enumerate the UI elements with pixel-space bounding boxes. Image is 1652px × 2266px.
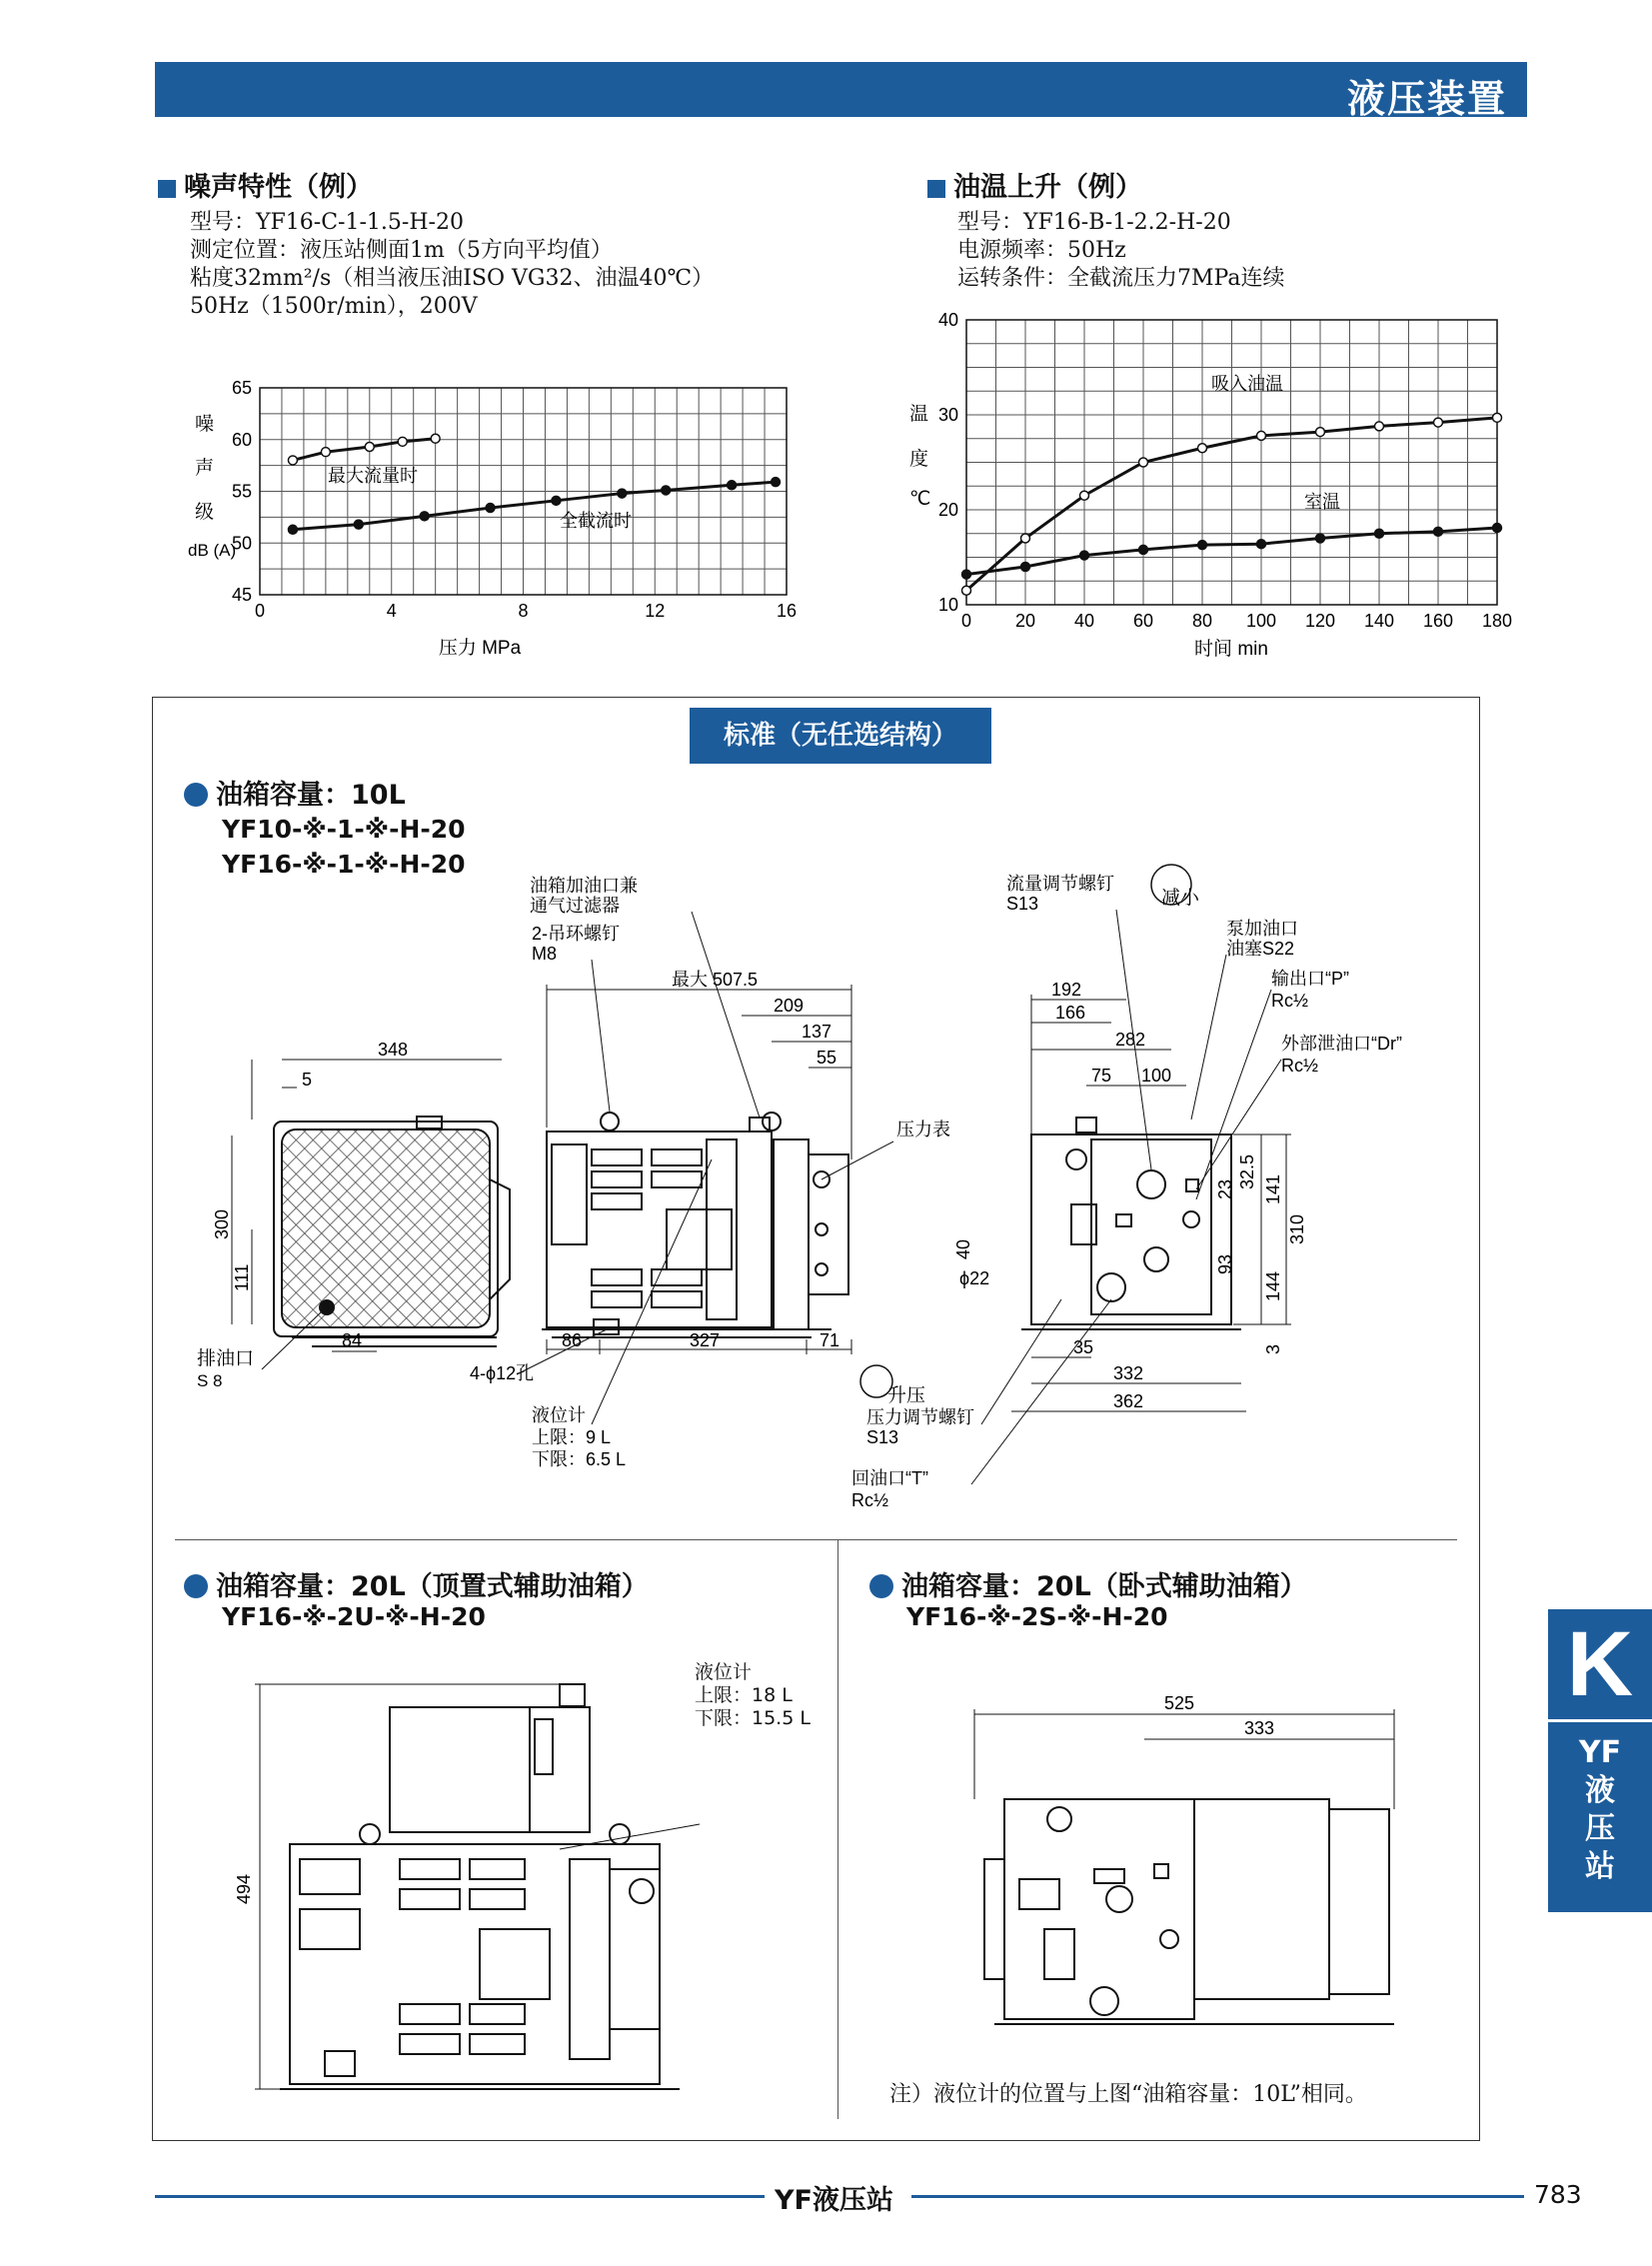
dim-label: 3	[1263, 1343, 1283, 1354]
data-point	[1198, 444, 1207, 453]
data-point	[552, 496, 561, 505]
y-axis-label-1: 噪	[195, 414, 215, 435]
level-gauge-label: 液位计	[532, 1405, 586, 1425]
pump-plug-label: 泵加油口	[1226, 919, 1298, 939]
chart-ticks	[938, 310, 1512, 631]
dim-label: 111	[232, 1263, 252, 1291]
level-lower: 下限：15.5 L	[695, 1707, 811, 1729]
outlet-p-size: Rc½	[1271, 991, 1309, 1011]
dim-label: 327	[690, 1330, 721, 1350]
y-tick-label: 60	[231, 429, 252, 450]
data-point	[1375, 529, 1384, 538]
side-view	[1021, 1118, 1241, 1329]
front-view	[542, 1113, 848, 1337]
circle-bullet-icon	[184, 1574, 208, 1598]
tab-text-line: 液	[1585, 1773, 1615, 1808]
noise-specs	[190, 209, 714, 321]
section-tab	[1548, 1609, 1652, 1912]
y-axis-label-unit: dB (A)	[188, 541, 237, 560]
x-tick-label: 100	[1245, 611, 1277, 631]
y-axis-label-3: ℃	[909, 489, 931, 510]
temp-title-text: 油温上升（例）	[953, 172, 1142, 203]
dim-label: 32.5	[1237, 1153, 1257, 1189]
temp-specs	[957, 209, 1284, 293]
y-axis-label-2: 声	[195, 458, 215, 479]
dim-label: ϕ22	[959, 1268, 990, 1288]
noise-section-title	[158, 165, 373, 204]
data-point	[1316, 428, 1325, 437]
circle-bullet-icon	[184, 783, 208, 807]
data-point	[288, 525, 297, 534]
divider	[175, 1539, 1457, 1540]
drain-port-label: 排油口	[197, 1348, 255, 1369]
standard-label: 标准（无任选结构）	[690, 708, 991, 764]
square-bullet-icon	[158, 180, 176, 198]
tank10-drawings	[152, 860, 1478, 1519]
spec-line: 型号：YF16-C-1-1.5-H-20	[190, 210, 464, 235]
data-point	[288, 456, 297, 465]
dim-label: 494	[234, 1873, 254, 1904]
data-point	[1257, 431, 1266, 440]
dim-label: 137	[802, 1022, 832, 1042]
pump-plug-label-2: 油塞S22	[1226, 939, 1295, 959]
spec-line: 测定位置：液压站侧面1m（5方向平均值）	[190, 238, 613, 263]
data-point	[1493, 524, 1502, 533]
page-number: 783	[1534, 2180, 1582, 2209]
data-point	[1021, 534, 1030, 543]
data-point	[1139, 545, 1148, 554]
chart-grid	[260, 388, 787, 595]
eyebolt-size: M8	[532, 944, 558, 964]
tank10-capacity: 油箱容量：10L	[216, 780, 406, 811]
spec-line: 型号：YF16-B-1-2.2-H-20	[957, 210, 1231, 235]
data-point	[728, 481, 737, 490]
dim-label: 144	[1263, 1270, 1283, 1301]
x-tick-label: 8	[518, 601, 529, 621]
spec-line: 粘度32mm²/s（相当液压油ISO VG32、油温40℃）	[190, 266, 715, 291]
y-tick-label: 65	[231, 378, 252, 398]
return-t-size: Rc½	[851, 1490, 889, 1510]
x-tick-label: 20	[1014, 611, 1036, 631]
dim-label: 23	[1215, 1178, 1235, 1199]
dim-label: 300	[212, 1208, 232, 1239]
y-tick-label: 30	[937, 405, 958, 425]
dim-label: 40	[953, 1238, 973, 1259]
model-code: YF16-※-2S-※-H-20	[906, 1602, 1168, 1631]
data-point	[431, 434, 440, 443]
filler-label-2: 通气过滤器	[530, 896, 620, 916]
circle-bullet-icon	[869, 1574, 893, 1598]
x-tick-label: 0	[254, 601, 266, 621]
data-point	[1493, 413, 1502, 422]
model-code: YF10-※-1-※-H-20	[222, 815, 466, 844]
dim-label: 75	[1091, 1066, 1112, 1086]
square-bullet-icon	[927, 180, 945, 198]
dim-label: 84	[342, 1330, 363, 1350]
x-tick-label: 0	[960, 611, 972, 631]
x-tick-label: 60	[1132, 611, 1154, 631]
data-point	[618, 489, 627, 498]
data-point	[321, 448, 330, 457]
model-code: YF16-※-1-※-H-20	[222, 850, 466, 879]
data-point	[662, 486, 671, 495]
dim-label: 93	[1215, 1253, 1235, 1274]
level-upper: 上限：18 L	[695, 1684, 793, 1706]
data-point	[1434, 527, 1443, 536]
decrease-label: 减小	[1161, 888, 1200, 909]
flow-screw-size: S13	[1006, 894, 1039, 914]
dim-label: 86	[562, 1330, 583, 1350]
level-upper: 上限：9 L	[532, 1427, 612, 1447]
tank20u-heading	[184, 1564, 649, 1603]
spec-line: 50Hz（1500r/min），200V	[190, 294, 478, 319]
spec-line: 运转条件：全截流压力7MPa连续	[957, 266, 1285, 291]
data-point	[1375, 422, 1384, 431]
pressure-screw-size: S13	[866, 1427, 899, 1447]
footer-title: YF液压站	[775, 2185, 893, 2216]
tab-text-line: 压	[1585, 1811, 1615, 1846]
x-axis-label: 时间 min	[1194, 639, 1268, 660]
spec-line: 电源频率：50Hz	[957, 238, 1126, 263]
y-tick-label: 40	[937, 310, 958, 330]
dim-label: 35	[1073, 1337, 1094, 1357]
data-point	[1257, 540, 1266, 549]
y-axis-label-2: 度	[909, 449, 929, 470]
increase-label: 升压	[887, 1385, 926, 1406]
x-tick-label: 180	[1481, 611, 1513, 631]
filler-label: 油箱加油口兼	[530, 876, 638, 896]
section-tab-text	[1548, 1719, 1652, 1886]
y-tick-label: 10	[937, 595, 958, 615]
noise-chart	[150, 370, 810, 670]
data-point	[1080, 551, 1089, 560]
x-tick-label: 40	[1073, 611, 1095, 631]
model-code: YF16-※-2U-※-H-20	[222, 1602, 486, 1631]
drain-port-size: S 8	[197, 1371, 223, 1390]
y-tick-label: 20	[937, 500, 958, 520]
y-tick-label: 55	[231, 481, 252, 502]
dim-label: 最大 507.5	[672, 970, 759, 990]
data-point	[962, 586, 971, 595]
header-bar	[155, 62, 1527, 121]
temp-chart	[909, 305, 1529, 670]
x-tick-label: 160	[1422, 611, 1454, 631]
eyebolt-label: 2-吊环螺钉	[532, 924, 621, 944]
series-label-suction-temp: 吸入油温	[1211, 374, 1283, 394]
x-tick-label: 80	[1191, 611, 1213, 631]
drain-dr-size: Rc½	[1281, 1056, 1319, 1076]
tab-text-line: 站	[1585, 1849, 1615, 1884]
motor-fan-view	[252, 1060, 510, 1346]
data-point	[1198, 541, 1207, 550]
tank20s-heading	[869, 1564, 1307, 1603]
tab-text-line: YF	[1578, 1735, 1622, 1770]
drain-dr-label: 外部泄油口“Dr”	[1281, 1034, 1402, 1054]
data-point	[1434, 418, 1443, 427]
dim-label: 192	[1051, 980, 1082, 1000]
series-line	[293, 439, 436, 461]
dim-label: 525	[1164, 1693, 1195, 1713]
data-point	[1316, 534, 1325, 543]
tank20s-drawing	[954, 1689, 1404, 2049]
level-lower: 下限：6.5 L	[532, 1449, 627, 1469]
dim-label: 310	[1287, 1213, 1307, 1244]
dim-label: 5	[302, 1070, 313, 1090]
footer-line-right	[911, 2195, 1524, 2198]
x-tick-label: 120	[1304, 611, 1336, 631]
return-t-label: 回油口“T”	[851, 1468, 928, 1488]
series-label-max-flow: 最大流量时	[328, 466, 418, 486]
pressure-screw-label: 压力调节螺钉	[866, 1407, 974, 1427]
dims-right	[1011, 995, 1291, 1411]
noise-title-text: 噪声特性（例）	[184, 172, 373, 203]
dim-label: 348	[378, 1040, 409, 1060]
dim-label: 100	[1141, 1066, 1172, 1086]
data-point	[354, 520, 363, 529]
level-gauge-label: 液位计	[695, 1661, 753, 1683]
dim-label: 332	[1113, 1363, 1144, 1383]
chart-ticks	[232, 378, 797, 621]
dim-label: 141	[1263, 1173, 1283, 1204]
footer-line-left	[155, 2195, 765, 2198]
dim-label: 333	[1244, 1718, 1275, 1738]
x-tick-label: 4	[386, 601, 397, 621]
dim-label: 166	[1055, 1003, 1086, 1023]
x-axis-label: 压力 MPa	[438, 638, 522, 659]
data-point	[772, 478, 781, 487]
dim-label: 71	[820, 1330, 840, 1350]
series-line	[293, 482, 776, 530]
section-letter: K	[1566, 1613, 1634, 1715]
dim-label: 55	[817, 1048, 837, 1068]
data-point	[486, 504, 495, 513]
y-axis-label-3: 级	[195, 502, 215, 523]
data-point	[398, 437, 407, 446]
dim-label: 362	[1113, 1391, 1144, 1411]
data-point	[420, 512, 429, 521]
tank20u-capacity: 油箱容量：20L（顶置式辅助油箱）	[216, 1571, 649, 1602]
tank20u-level-gauge	[695, 1661, 811, 1730]
series-label-room-temp: 室温	[1304, 492, 1340, 512]
tank10-heading	[184, 773, 406, 812]
y-tick-label: 50	[231, 533, 252, 554]
x-tick-label: 12	[645, 601, 666, 621]
x-tick-label: 140	[1363, 611, 1395, 631]
data-point	[1021, 563, 1030, 572]
data-point	[1080, 491, 1089, 500]
y-axis-label-1: 温	[909, 404, 929, 425]
data-point	[1139, 458, 1148, 467]
data-point	[365, 442, 374, 451]
outlet-p-label: 输出口“P”	[1271, 969, 1349, 989]
data-point	[962, 570, 971, 579]
page-title: 液压装置	[1346, 77, 1507, 121]
tank20s-capacity: 油箱容量：20L（卧式辅助油箱）	[901, 1571, 1307, 1602]
dim-label: 209	[774, 996, 805, 1016]
gauge-label: 压力表	[896, 1120, 950, 1139]
divider	[837, 1539, 838, 2119]
note-text: 注）液位计的位置与上图“油箱容量：10L”相同。	[889, 2082, 1367, 2107]
y-tick-label: 45	[231, 585, 252, 605]
dim-label: 282	[1115, 1030, 1146, 1050]
flow-screw-label: 流量调节螺钉	[1006, 874, 1114, 894]
series-label-full-cutoff: 全截流时	[560, 511, 632, 531]
holes-label: 4-ϕ12孔	[470, 1363, 535, 1383]
x-tick-label: 16	[776, 601, 798, 621]
temp-section-title	[927, 165, 1142, 204]
